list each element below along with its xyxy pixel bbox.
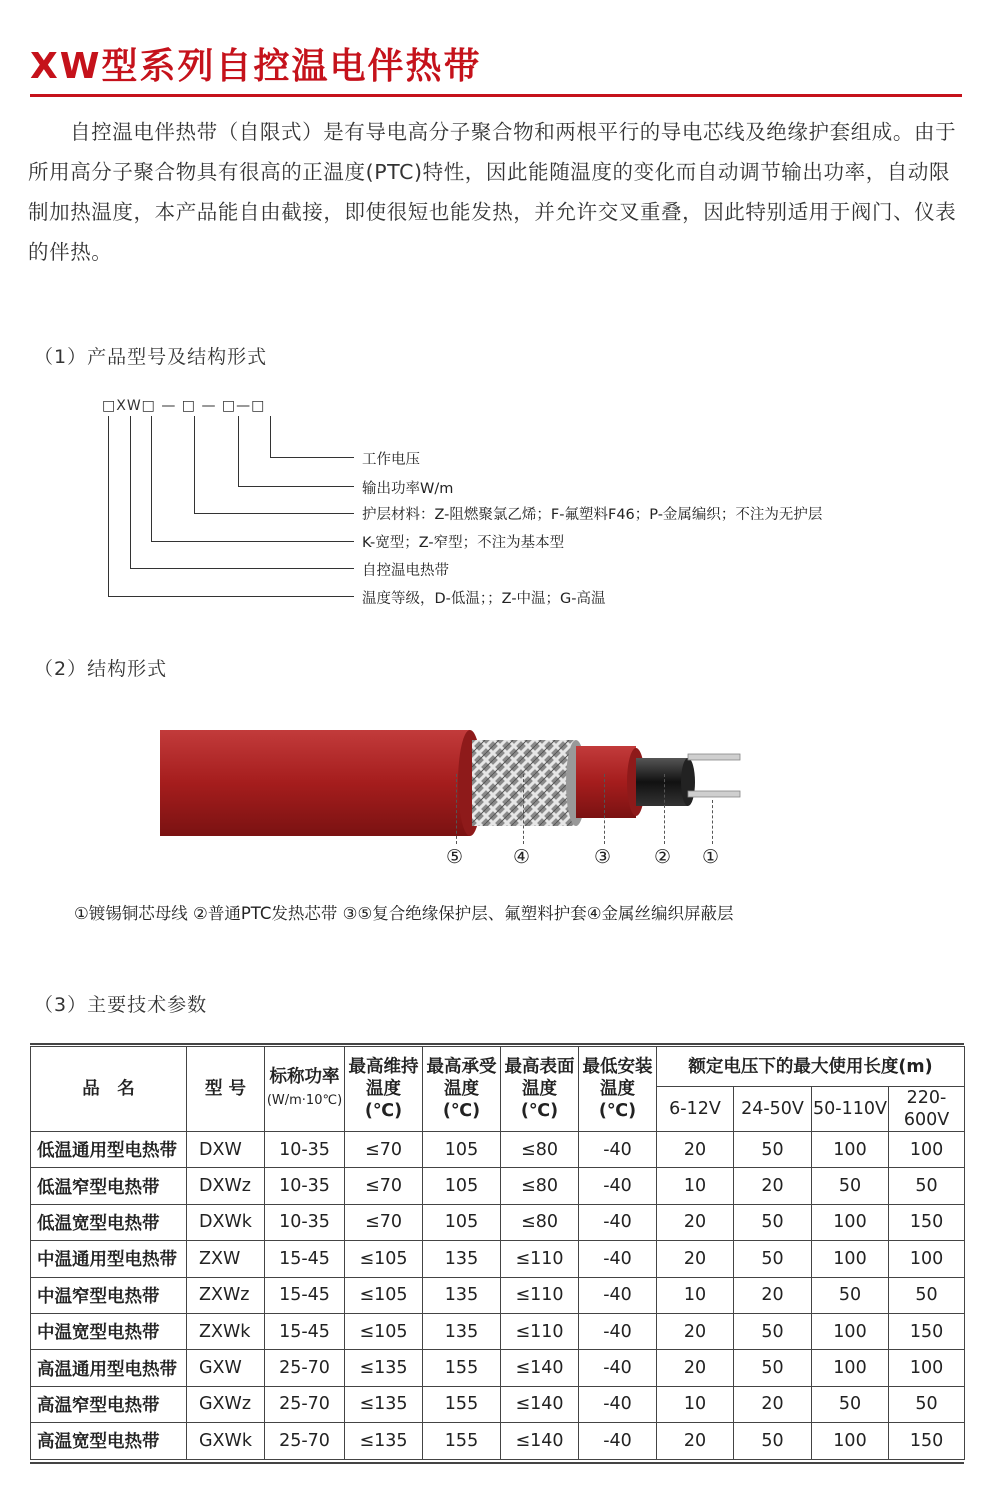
section2-heading: （2）结构形式 <box>34 658 168 680</box>
ptc-core <box>636 758 688 806</box>
callout-line-1 <box>712 800 713 844</box>
cell-install-temp: -40 <box>579 1132 657 1168</box>
cell-len-v2: 50 <box>734 1313 812 1349</box>
cell-len-v1: 20 <box>657 1241 734 1277</box>
header-v2: 24-50V <box>734 1087 812 1132</box>
cell-name: 中温窄型电热带 <box>31 1277 187 1313</box>
header-surface-temp: 最高表面温度 (℃) <box>501 1047 579 1132</box>
table-bottom-rule <box>30 1462 964 1464</box>
cell-exposure-temp: 155 <box>423 1386 501 1422</box>
desc-voltage: 工作电压 <box>362 452 420 468</box>
cell-power: 10-35 <box>265 1168 345 1204</box>
cell-install-temp: -40 <box>579 1350 657 1386</box>
cell-name: 中温宽型电热带 <box>31 1313 187 1349</box>
cell-exposure-temp: 135 <box>423 1313 501 1349</box>
callout-5: ⑤ <box>446 846 464 868</box>
cell-surface-temp: ≤80 <box>501 1168 579 1204</box>
section3-heading: （3）主要技术参数 <box>34 994 208 1016</box>
cell-exposure-temp: 105 <box>423 1204 501 1240</box>
callout-line-2 <box>664 774 665 844</box>
cell-len-v1: 10 <box>657 1386 734 1422</box>
cell-install-temp: -40 <box>579 1204 657 1240</box>
cell-power: 15-45 <box>265 1241 345 1277</box>
cell-surface-temp: ≤140 <box>501 1386 579 1422</box>
desc-sheath: 护层材料：Z-阻燃聚氯乙烯；F-氟塑料F46；P-金属编织；不注为无护层 <box>362 507 823 523</box>
cell-surface-temp: ≤140 <box>501 1423 579 1459</box>
header-install-temp: 最低安装温度 (℃) <box>579 1047 657 1132</box>
cell-name: 中温通用型电热带 <box>31 1241 187 1277</box>
cell-maint-temp: ≤135 <box>345 1386 423 1422</box>
cell-surface-temp: ≤80 <box>501 1132 579 1168</box>
cell-surface-temp: ≤110 <box>501 1241 579 1277</box>
cell-len-v2: 50 <box>734 1241 812 1277</box>
cell-len-v1: 20 <box>657 1423 734 1459</box>
cell-len-v4: 100 <box>889 1350 965 1386</box>
bus-wire-bottom <box>688 791 740 797</box>
cell-len-v1: 20 <box>657 1350 734 1386</box>
cell-exposure-temp: 155 <box>423 1350 501 1386</box>
cell-install-temp: -40 <box>579 1277 657 1313</box>
cell-len-v2: 50 <box>734 1204 812 1240</box>
cell-maint-temp: ≤70 <box>345 1132 423 1168</box>
cell-len-v4: 50 <box>889 1277 965 1313</box>
cell-model: DXWk <box>187 1204 265 1240</box>
cell-len-v3: 50 <box>812 1168 889 1204</box>
cell-power: 15-45 <box>265 1313 345 1349</box>
header-exposure-temp: 最高承受温度 (℃) <box>423 1047 501 1132</box>
cell-len-v3: 50 <box>812 1277 889 1313</box>
cell-exposure-temp: 135 <box>423 1241 501 1277</box>
callout-1: ① <box>702 846 720 868</box>
cell-exposure-temp: 135 <box>423 1277 501 1313</box>
cell-len-v2: 20 <box>734 1386 812 1422</box>
cable-illustration <box>150 718 760 848</box>
cell-exposure-temp: 105 <box>423 1168 501 1204</box>
cell-surface-temp: ≤80 <box>501 1204 579 1240</box>
cell-power: 25-70 <box>265 1423 345 1459</box>
cell-model: GXWz <box>187 1386 265 1422</box>
cell-len-v4: 100 <box>889 1132 965 1168</box>
cell-name: 高温宽型电热带 <box>31 1423 187 1459</box>
cell-maint-temp: ≤135 <box>345 1423 423 1459</box>
cell-name: 低温宽型电热带 <box>31 1204 187 1240</box>
cell-install-temp: -40 <box>579 1423 657 1459</box>
cell-maint-temp: ≤105 <box>345 1313 423 1349</box>
cell-len-v1: 20 <box>657 1132 734 1168</box>
cell-power: 25-70 <box>265 1350 345 1386</box>
cell-len-v1: 10 <box>657 1277 734 1313</box>
cell-len-v4: 50 <box>889 1168 965 1204</box>
table-row <box>31 1132 965 1168</box>
callout-3: ③ <box>594 846 612 868</box>
cell-len-v2: 50 <box>734 1350 812 1386</box>
cell-len-v4: 150 <box>889 1313 965 1349</box>
callout-line-5 <box>456 774 457 844</box>
callout-4: ④ <box>513 846 531 868</box>
cell-power: 10-35 <box>265 1204 345 1240</box>
cell-model: GXWk <box>187 1423 265 1459</box>
cell-power: 15-45 <box>265 1277 345 1313</box>
metal-braid <box>472 740 576 826</box>
cell-power: 10-35 <box>265 1132 345 1168</box>
cell-maint-temp: ≤105 <box>345 1241 423 1277</box>
desc-width: K-宽型；Z-窄型；不注为基本型 <box>362 535 565 551</box>
cell-len-v2: 20 <box>734 1168 812 1204</box>
cell-model: ZXWk <box>187 1313 265 1349</box>
title-underline <box>30 94 962 97</box>
table-row <box>31 1313 965 1349</box>
cell-install-temp: -40 <box>579 1313 657 1349</box>
cell-len-v4: 150 <box>889 1204 965 1240</box>
cell-maint-temp: ≤70 <box>345 1168 423 1204</box>
table-row <box>31 1350 965 1386</box>
cell-len-v2: 50 <box>734 1423 812 1459</box>
table-row <box>31 1168 965 1204</box>
cell-surface-temp: ≤140 <box>501 1350 579 1386</box>
cell-install-temp: -40 <box>579 1168 657 1204</box>
header-maint-temp: 最高维持温度 (℃) <box>345 1047 423 1132</box>
page-title: XW型系列自控温电伴热带 <box>30 46 482 87</box>
spec-table <box>30 1046 965 1460</box>
intro-paragraph: 自控温电伴热带（自限式）是有导电高分子聚合物和两根平行的导电芯线及绝缘护套组成。由于所用高分子聚合物具有很高的正温度(PTC)特性，因此能随温度的变化而自动调节输出功率，自动限制加热温度，本产品能自由截接，即使很短也能发热，并允许交叉重叠，因此特别适用于阀门、仪表的伴热。 <box>28 120 957 264</box>
table-row <box>31 1423 965 1459</box>
cell-len-v4: 50 <box>889 1386 965 1422</box>
cell-install-temp: -40 <box>579 1241 657 1277</box>
cell-model: ZXW <box>187 1241 265 1277</box>
cell-len-v4: 150 <box>889 1423 965 1459</box>
cell-maint-temp: ≤105 <box>345 1277 423 1313</box>
cell-name: 低温窄型电热带 <box>31 1168 187 1204</box>
callout-2: ② <box>654 846 672 868</box>
cell-len-v1: 10 <box>657 1168 734 1204</box>
table-row <box>31 1204 965 1240</box>
header-v3: 50-110V <box>812 1087 889 1132</box>
header-v4: 220-600V <box>889 1087 965 1132</box>
cell-exposure-temp: 155 <box>423 1423 501 1459</box>
cell-len-v1: 20 <box>657 1313 734 1349</box>
cell-name: 低温通用型电热带 <box>31 1132 187 1168</box>
bus-wire-top <box>688 754 740 760</box>
callout-line-3 <box>604 774 605 844</box>
cell-install-temp: -40 <box>579 1386 657 1422</box>
cell-len-v2: 50 <box>734 1132 812 1168</box>
cell-model: GXW <box>187 1350 265 1386</box>
cell-len-v3: 50 <box>812 1386 889 1422</box>
cell-power: 25-70 <box>265 1386 345 1422</box>
table-row <box>31 1386 965 1422</box>
cell-model: DXW <box>187 1132 265 1168</box>
table-row <box>31 1277 965 1313</box>
table-row <box>31 1241 965 1277</box>
cell-len-v1: 20 <box>657 1204 734 1240</box>
spec-table-body <box>31 1132 965 1460</box>
section1-heading: （1）产品型号及结构形式 <box>34 346 268 368</box>
cell-len-v3: 100 <box>812 1313 889 1349</box>
cell-name: 高温通用型电热带 <box>31 1350 187 1386</box>
header-name: 品 名 <box>31 1047 187 1132</box>
cell-maint-temp: ≤135 <box>345 1350 423 1386</box>
cell-len-v3: 100 <box>812 1132 889 1168</box>
cell-len-v3: 100 <box>812 1241 889 1277</box>
cell-exposure-temp: 105 <box>423 1132 501 1168</box>
desc-product: 自控温电热带 <box>362 563 449 579</box>
cell-len-v3: 100 <box>812 1350 889 1386</box>
model-code: □XW□ — □ — □—□ <box>102 398 266 414</box>
cell-surface-temp: ≤110 <box>501 1277 579 1313</box>
cell-model: ZXWz <box>187 1277 265 1313</box>
desc-power: 输出功率W/m <box>362 481 454 497</box>
outer-jacket <box>160 730 470 836</box>
cell-len-v2: 20 <box>734 1277 812 1313</box>
cell-len-v3: 100 <box>812 1423 889 1459</box>
table-top-rule <box>30 1043 964 1045</box>
header-power: 标称功率 (W/m·10℃) <box>265 1047 345 1132</box>
cell-surface-temp: ≤110 <box>501 1313 579 1349</box>
header-model: 型 号 <box>187 1047 265 1132</box>
cell-name: 高温窄型电热带 <box>31 1386 187 1422</box>
structure-caption: ①镀锡铜芯母线 ②普通PTC发热芯带 ③⑤复合绝缘保护层、氟塑料护套④金属丝编织屏蔽层 <box>74 904 734 923</box>
desc-grade: 温度等级，D-低温；；Z-中温；G-高温 <box>362 591 606 607</box>
cell-len-v4: 100 <box>889 1241 965 1277</box>
cell-len-v3: 100 <box>812 1204 889 1240</box>
cell-model: DXWz <box>187 1168 265 1204</box>
callout-line-4 <box>523 774 524 844</box>
header-v1: 6-12V <box>657 1087 734 1132</box>
cell-maint-temp: ≤70 <box>345 1204 423 1240</box>
header-max-length: 额定电压下的最大使用长度(m) <box>657 1047 965 1087</box>
